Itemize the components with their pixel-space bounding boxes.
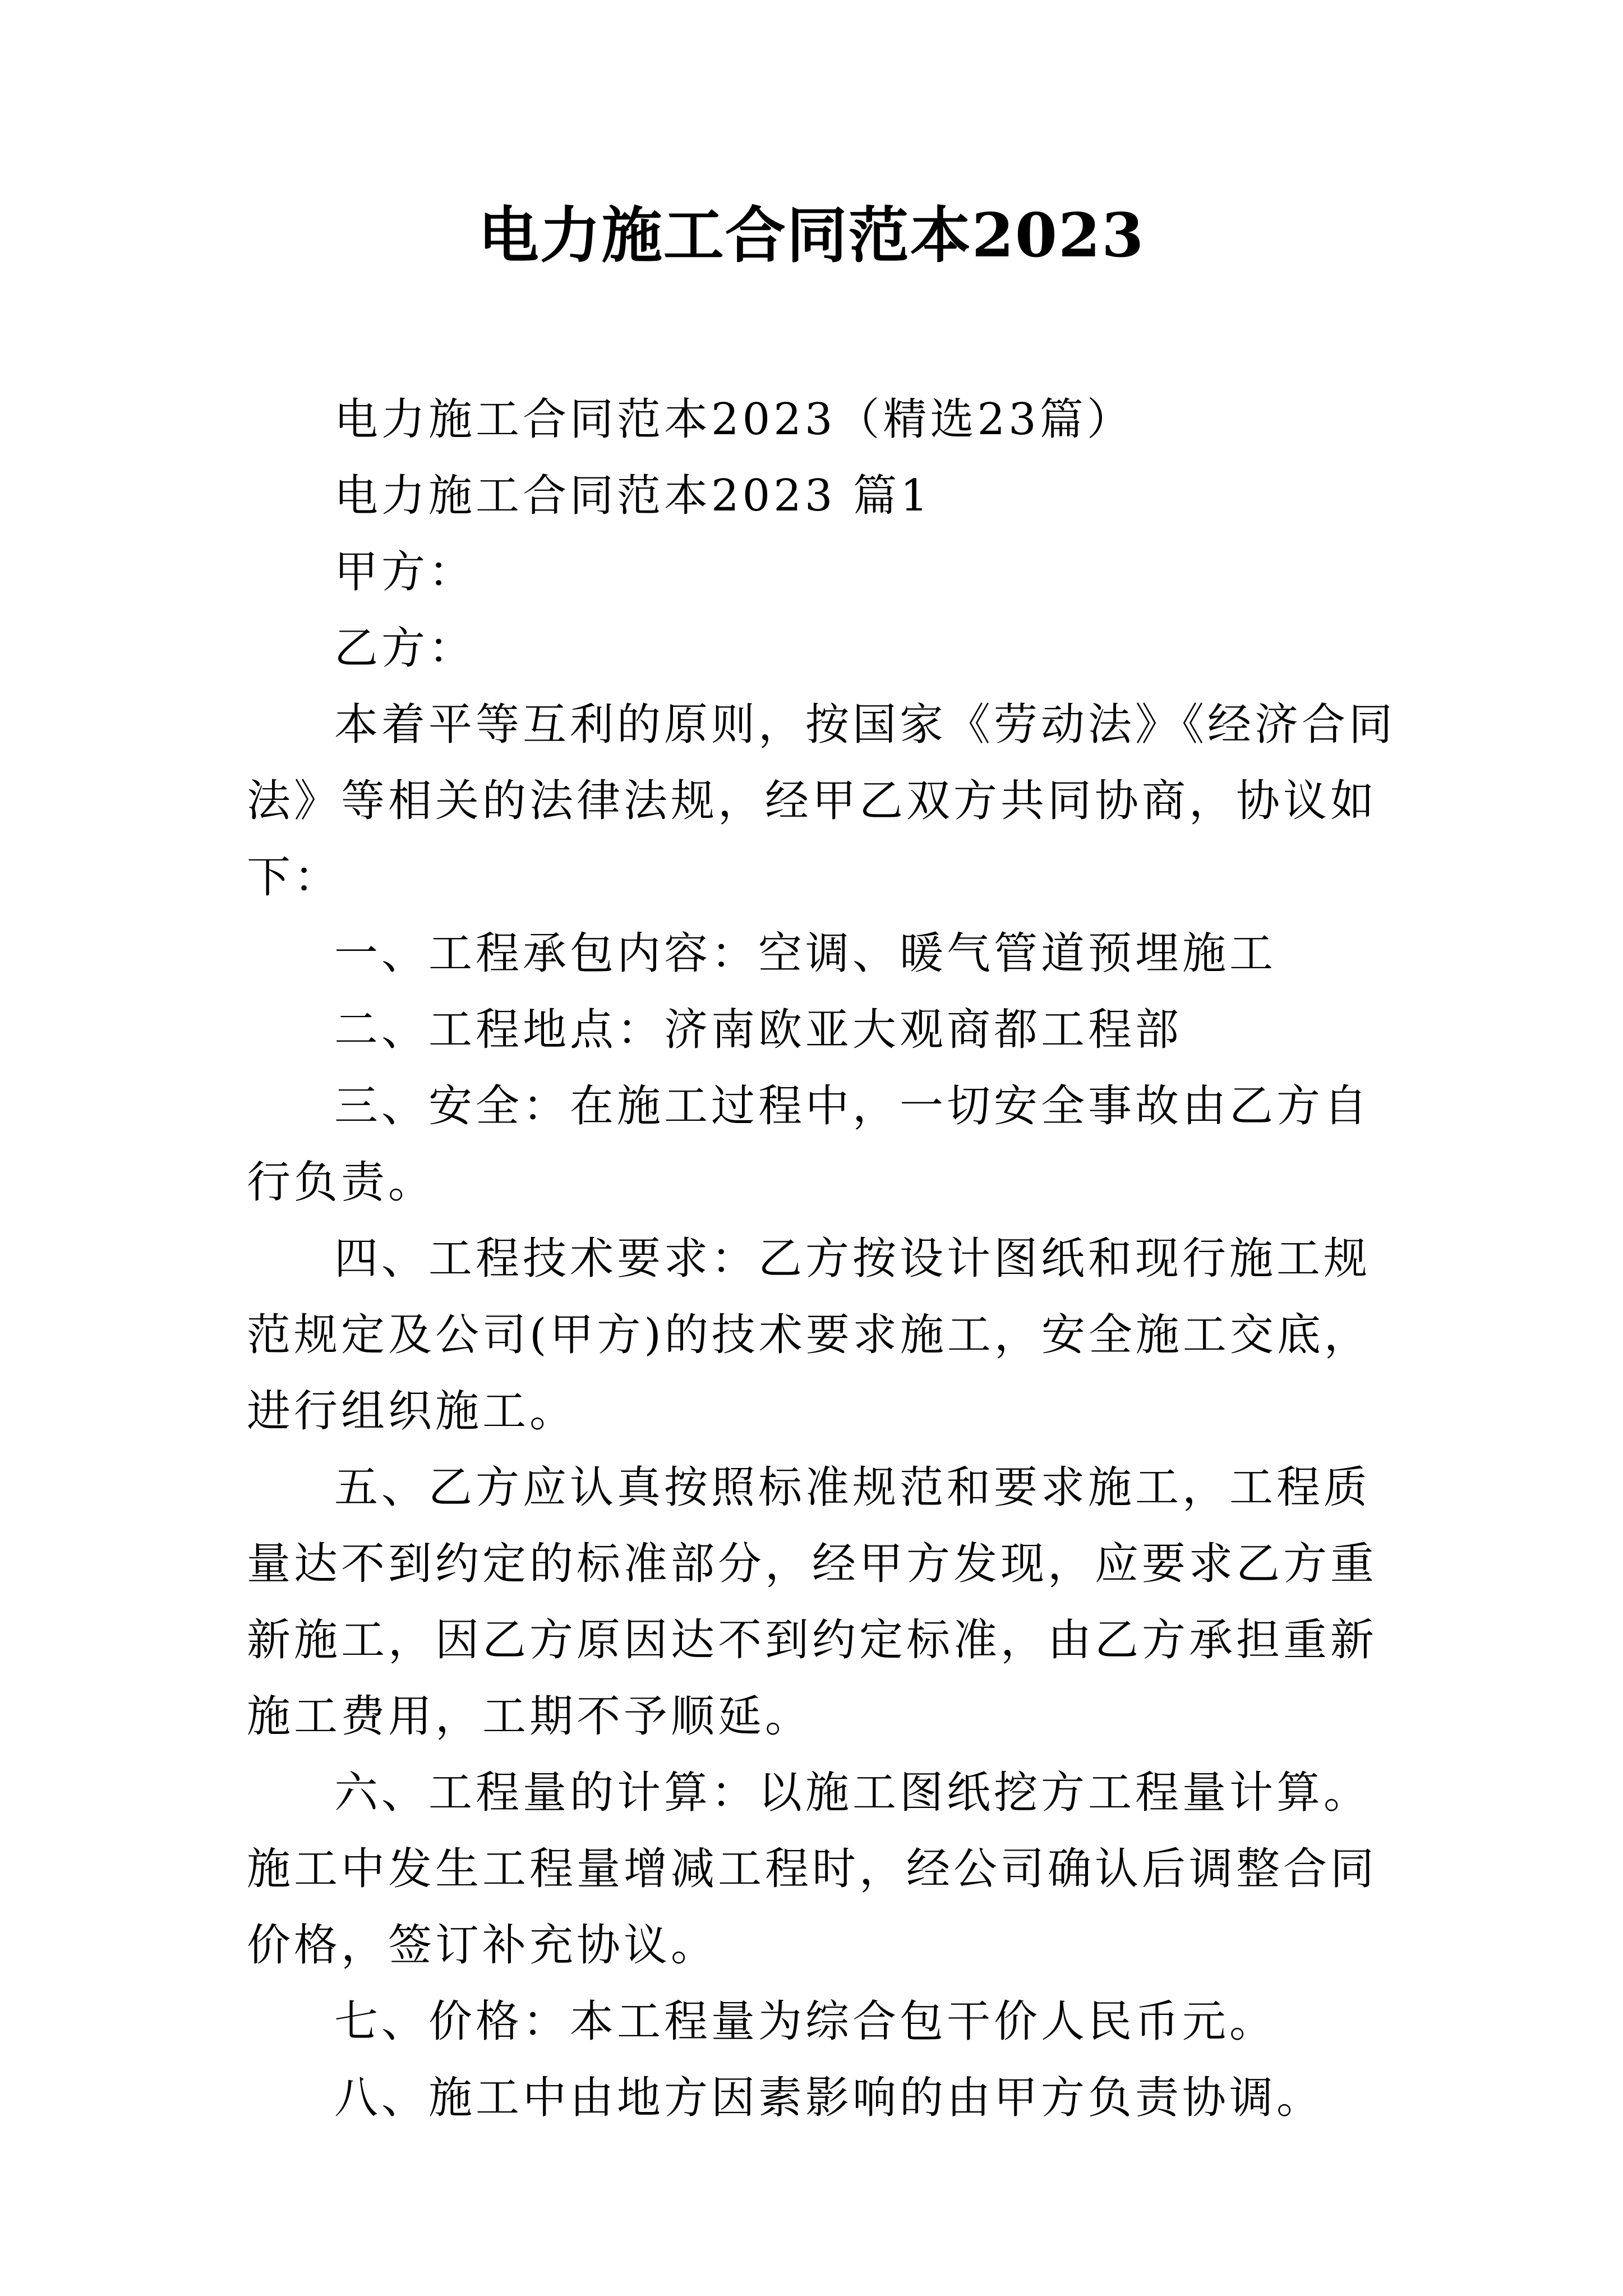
paragraph-clause-8: 八、施工中由地方因素影响的由甲方负责协调。 bbox=[334, 2073, 1324, 2123]
paragraph-section-heading: 电力施工合同范本2023 篇1 bbox=[334, 471, 932, 521]
document-title: 电力施工合同范本2023 bbox=[478, 200, 1145, 271]
paragraph-clause-2: 二、工程地点：济南欧亚大观商都工程部 bbox=[334, 1005, 1183, 1055]
paragraph-clause-7: 七、价格：本工程量为综合包干价人民币元。 bbox=[334, 1996, 1277, 2047]
paragraph-preamble: 本着平等互利的原则，按国家《劳动法》《经济合同法》等相关的法律法规，经甲乙双方共同协商，协议如下： bbox=[247, 700, 1396, 903]
paragraph-party-b: 乙方： bbox=[334, 623, 476, 674]
document-body bbox=[247, 381, 1402, 2136]
paragraph-clause-1: 一、工程承包内容：空调、暖气管道预埋施工 bbox=[334, 928, 1277, 979]
paragraph-clause-5: 五、乙方应认真按照标准规范和要求施工，工程质量达不到约定的标准部分，经甲方发现，应要求乙方重新施工，因乙方原因达不到约定标准，由乙方承担重新施工费用，工期不予顺延。 bbox=[247, 1462, 1378, 1742]
paragraph-subtitle: 电力施工合同范本2023（精选23篇） bbox=[334, 394, 1134, 445]
paragraph-clause-3: 三、安全：在施工过程中，一切安全事故由乙方自行负责。 bbox=[247, 1081, 1371, 1208]
paragraph-clause-4: 四、工程技术要求：乙方按设计图纸和现行施工规范规定及公司(甲方)的技术要求施工，安全施工交底，进行组织施工。 bbox=[247, 1234, 1371, 1437]
paragraph-clause-6: 六、工程量的计算：以施工图纸挖方工程量计算。施工中发生工程量增减工程时，经公司确认后调整合同价格，签订补充协议。 bbox=[247, 1768, 1378, 1971]
paragraph-party-a: 甲方： bbox=[334, 547, 476, 597]
